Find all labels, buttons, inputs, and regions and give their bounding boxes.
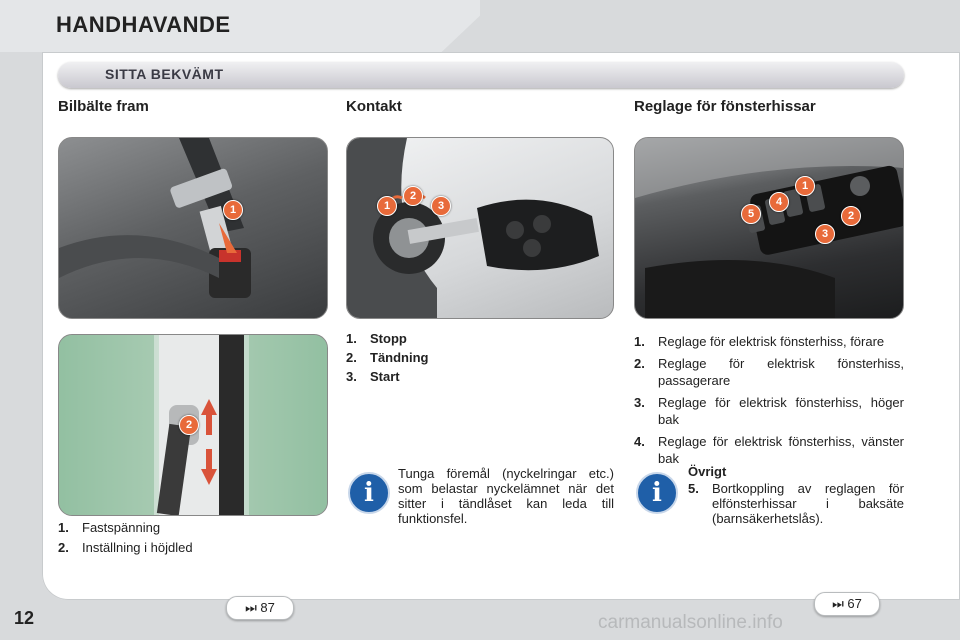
- page-number: 12: [14, 608, 35, 628]
- item-number: 2.: [634, 356, 645, 371]
- item-text: Reglage för elektrisk fönsterhiss, vänster bak: [658, 434, 904, 466]
- item-number: 1.: [346, 331, 357, 346]
- seatbelt-list: [58, 519, 318, 559]
- item-text: Tändning: [370, 350, 429, 365]
- section-title: SITTA BEKVÄMT: [105, 66, 224, 82]
- seatbelt-buckle-illustration: [59, 138, 327, 318]
- list-item: [346, 368, 596, 385]
- list-item: [688, 481, 904, 526]
- label-2: 2: [403, 186, 423, 206]
- ref-page-number: 87: [260, 600, 275, 615]
- info-icon: i: [348, 472, 390, 514]
- item-number: 2.: [346, 350, 357, 365]
- other-note: [688, 481, 904, 529]
- item-number: 1.: [634, 334, 645, 349]
- item-text: Bortkoppling av reglagen för elfönsterhissar i baksäte (barnsäkerhetslås).: [712, 481, 904, 526]
- info-icon: i: [636, 472, 678, 514]
- item-text: Inställning i höjdled: [82, 540, 193, 555]
- seatbelt-height-photo: [58, 334, 328, 516]
- seatbelt-buckle-photo: [58, 137, 328, 319]
- ignition-key-illustration: [347, 138, 613, 318]
- item-number: 2.: [58, 540, 69, 555]
- item-text: Reglage för elektrisk fönsterhiss, förare: [658, 334, 885, 349]
- ref-page-number: 67: [847, 596, 862, 611]
- item-text: Start: [370, 369, 400, 384]
- item-number: 4.: [634, 434, 645, 449]
- list-item: [346, 349, 596, 366]
- list-item: [58, 519, 318, 536]
- list-item: [634, 355, 904, 389]
- heading-ignition: Kontakt: [346, 98, 402, 115]
- watermark: carmanualsonline.info: [598, 612, 783, 633]
- item-text: Reglage för elektrisk fönsterhiss, passagerare: [658, 356, 904, 388]
- list-item: [346, 330, 596, 347]
- label-1: 1: [223, 200, 243, 220]
- list-item: [634, 433, 904, 467]
- label-2: 2: [179, 415, 199, 435]
- list-item: [634, 394, 904, 428]
- item-text: Stopp: [370, 331, 407, 346]
- item-number: 3.: [346, 369, 357, 384]
- item-number: 3.: [634, 395, 645, 410]
- label-3: 3: [815, 224, 835, 244]
- label-3: 3: [431, 196, 451, 216]
- item-text: Fastspänning: [82, 520, 161, 535]
- item-number: 5.: [688, 481, 699, 496]
- item-text: Reglage för elektrisk fönsterhiss, höger bak: [658, 395, 904, 427]
- skip-forward-icon: ⏭: [245, 600, 257, 615]
- list-item: [634, 333, 904, 350]
- heading-window-controls: Reglage för fönsterhissar: [634, 98, 816, 115]
- page-ref-67[interactable]: [814, 592, 880, 616]
- heading-seatbelt: Bilbälte fram: [58, 98, 149, 115]
- label-4: 4: [769, 192, 789, 212]
- window-controls-photo: [634, 137, 904, 319]
- ignition-note: Tunga föremål (nyckelringar etc.) som belastar nyckelämnet när det sitter i tändlåset kan leda till funktionsfel.: [398, 466, 614, 526]
- ignition-list: [346, 330, 596, 387]
- item-number: 1.: [58, 520, 69, 535]
- label-1: 1: [795, 176, 815, 196]
- window-controls-list: [634, 333, 904, 472]
- page-title: HANDHAVANDE: [56, 12, 231, 37]
- label-5: 5: [741, 204, 761, 224]
- page-ref-87[interactable]: [226, 596, 294, 620]
- label-2: 2: [841, 206, 861, 226]
- list-item: [58, 539, 318, 556]
- window-controls-illustration: [635, 138, 903, 318]
- label-1: 1: [377, 196, 397, 216]
- other-note-title: Övrigt: [688, 464, 727, 479]
- ignition-key-photo: [346, 137, 614, 319]
- skip-forward-icon: ⏭: [832, 596, 844, 611]
